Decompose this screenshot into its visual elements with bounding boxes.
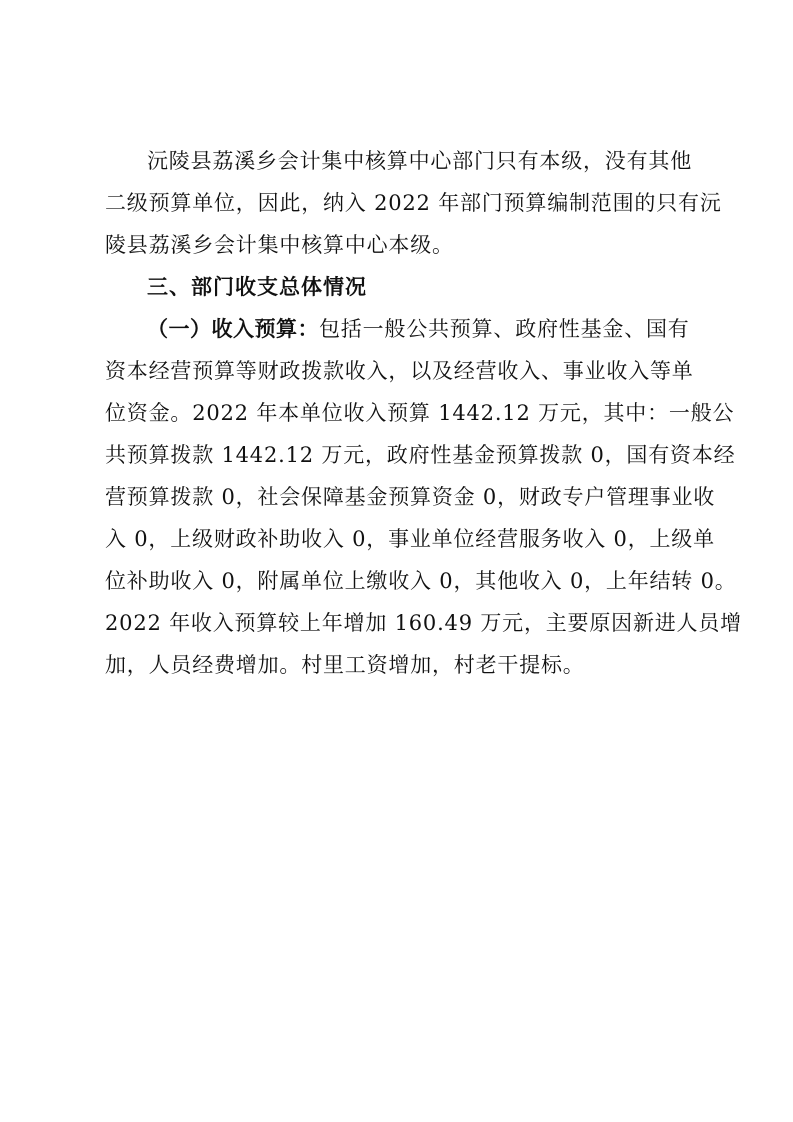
- paragraph-line: 二级预算单位，因此，纳入 2022 年部门预算编制范围的只有沅: [105, 191, 722, 215]
- subsection-label: （一）收入预算：: [147, 317, 319, 341]
- document-body: [105, 140, 742, 686]
- paragraph-line: 加，人员经费增加。村里工资增加，村老干提标。: [105, 653, 585, 677]
- paragraph-line: 位资金。2022 年本单位收入预算 1442.12 万元，其中：一般公: [105, 401, 735, 425]
- paragraph-scope: [105, 140, 722, 266]
- paragraph-line: 沅陵县荔溪乡会计集中核算中心部门只有本级，没有其他: [147, 149, 692, 173]
- section-heading: 三、部门收支总体情况: [147, 275, 367, 299]
- paragraph-income-budget: [105, 308, 742, 686]
- paragraph-line: 位补助收入 0，附属单位上缴收入 0，其他收入 0，上年结转 0。: [105, 569, 737, 593]
- paragraph-line: 共预算拨款 1442.12 万元，政府性基金预算拨款 0，国有资本经: [105, 443, 736, 467]
- paragraph-line: 入 0，上级财政补助收入 0，事业单位经营服务收入 0，上级单: [105, 527, 715, 551]
- paragraph-line: 2022 年收入预算较上年增加 160.49 万元，主要原因新进人员增: [105, 611, 742, 635]
- paragraph-first-line: [105, 308, 690, 350]
- paragraph-line: 资本经营预算等财政拨款收入，以及经营收入、事业收入等单: [105, 359, 694, 383]
- paragraph-line: 陵县荔溪乡会计集中核算中心本级。: [105, 233, 454, 257]
- paragraph-text: 包括一般公共预算、政府性基金、国有: [319, 317, 690, 341]
- paragraph-line: 营预算拨款 0，社会保障基金预算资金 0，财政专户管理事业收: [105, 485, 716, 509]
